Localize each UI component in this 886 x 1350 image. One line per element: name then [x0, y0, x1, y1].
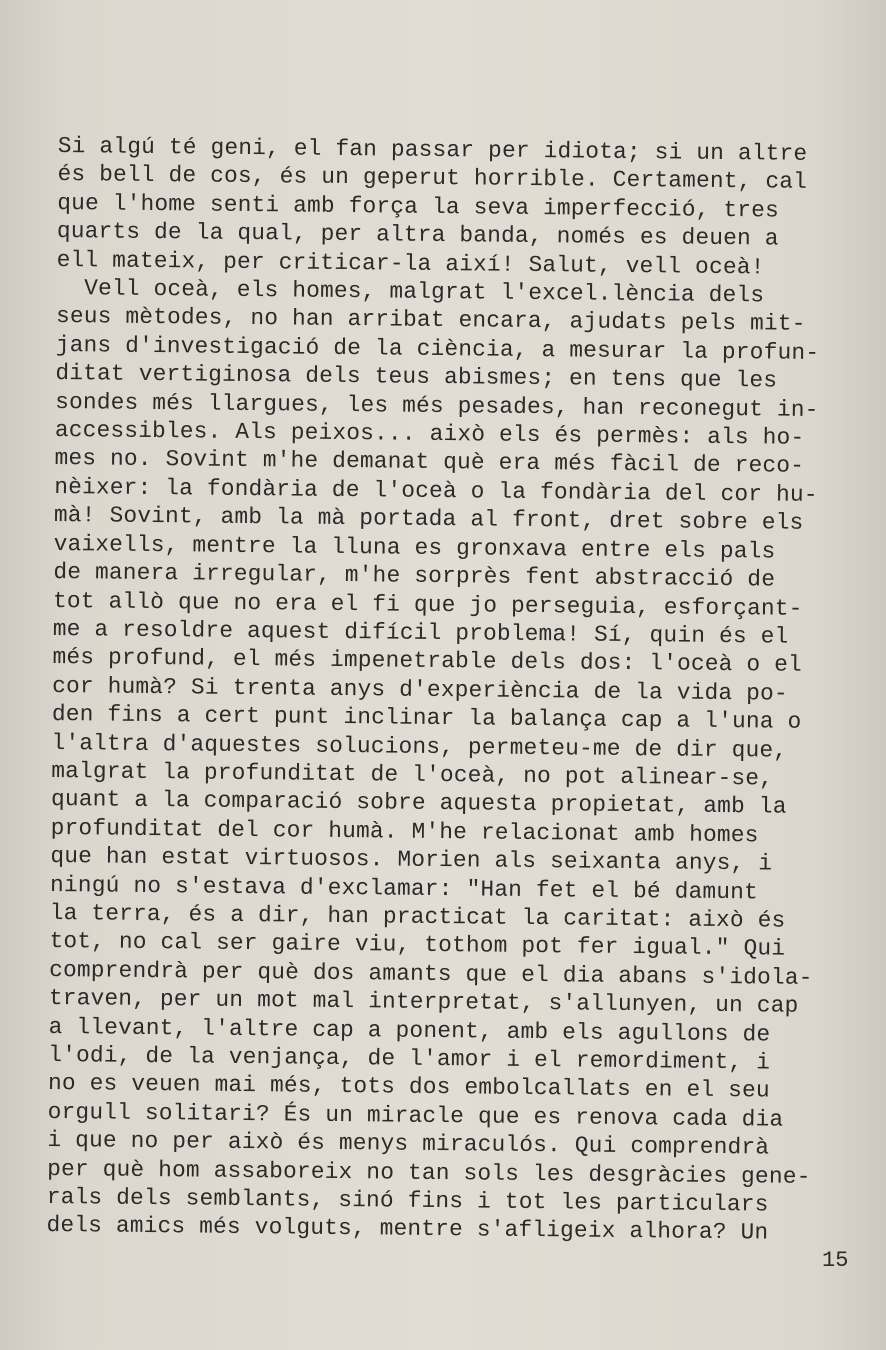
- text-line: rals dels semblants, sinó fins i tot les particulars: [46, 1183, 769, 1218]
- text-line: comprendrà per què dos amants que el dia abans s'idola-: [49, 956, 813, 991]
- text-line: vaixells, mentre la lluna es gronxava entre els pals: [53, 530, 776, 565]
- text-line: tot, no cal ser gaire viu, tothom pot fer igual." Qui: [49, 928, 786, 963]
- text-line: i que no per això és menys miraculós. Qui comprendrà: [47, 1127, 770, 1161]
- text-line: per què hom assaboreix no tan sols les desgràcies gene-: [47, 1155, 811, 1190]
- text-line: den fins a cert punt inclinar la balança cap a l'una o: [51, 701, 802, 735]
- text-line: nèixer: la fondària de l'oceà o la fondària del cor hu-: [54, 473, 818, 508]
- text-line: quant a la comparació sobre aquesta propietat, amb la: [50, 786, 787, 821]
- text-line: quarts de la qual, per altra banda, només es deuen a: [56, 218, 779, 252]
- text-line: profunditat del cor humà. M'he relacionat amb homes: [50, 814, 759, 849]
- text-line: Vell oceà, els homes, malgrat l'excel.lència dels: [56, 275, 765, 309]
- text-line: accessibles. Als peixos... això els és permès: als ho-: [54, 417, 805, 451]
- body-text: [46, 132, 858, 1248]
- text-line: cor humà? Si trenta anys d'experiència de la vida po-: [52, 672, 788, 707]
- text-line: mes no. Sovint m'he demanat què era més fàcil de reco-: [54, 445, 805, 480]
- text-line: orgull solitari? És un miracle que es renova cada dia: [47, 1098, 784, 1133]
- text-line: Si algú té geni, el fan passar per idiota; si un altre: [57, 132, 808, 167]
- text-line: més profund, el més impenetrable dels dos: l'oceà o el: [52, 644, 803, 679]
- text-line: ningú no s'estava d'exclamar: "Han fet el bé damunt: [49, 871, 759, 905]
- text-line: me a resoldre aquest difícil problema! Sí, quin és el: [52, 615, 789, 650]
- page-number: 15: [822, 1248, 849, 1273]
- text-line: la terra, és a dir, han practicat la caritat: això és: [49, 899, 786, 934]
- text-line: sondes més llargues, les més pesades, han reconegut in-: [55, 388, 819, 423]
- text-line: és bell de cos, és un geperut horrible. Certament, cal: [57, 161, 808, 196]
- text-line: ell mateix, per criticar-la així! Salut, vell oceà!: [56, 246, 765, 281]
- text-line: malgrat la profunditat de l'oceà, no pot alinear-se,: [51, 757, 774, 792]
- text-line: ditat vertiginosa dels teus abismes; en tens que les: [55, 360, 778, 394]
- text-line: que l'home senti amb força la seva imperfecció, tres: [57, 189, 780, 224]
- text-line: que han estat virtuosos. Morien als seixanta anys, i: [50, 843, 773, 877]
- text-line: dels amics més volguts, mentre s'afligeix alhora? Un: [46, 1212, 769, 1246]
- text-line: l'altra d'aquestes solucions, permeteu-me de dir que,: [51, 729, 788, 764]
- text-line: mà! Sovint, amb la mà portada al front, dret sobre els: [53, 502, 804, 537]
- text-line: de manera irregular, m'he sorprès fent abstracció de: [53, 559, 776, 593]
- text-line: traven, per un mot mal interpretat, s'allunyen, un cap: [48, 985, 799, 1019]
- text-line: no es veuen mai més, tots dos embolcallats en el seu: [47, 1070, 770, 1104]
- text-line: seus mètodes, no han arribat encara, ajudats pels mit-: [55, 303, 806, 338]
- text-line: l'odi, de la venjança, de l'amor i el remordiment, i: [48, 1041, 771, 1076]
- text-line: jans d'investigació de la ciència, a mesurar la profun-: [55, 331, 820, 366]
- text-line: tot allò que no era el fi que jo perseguia, esforçant-: [52, 587, 803, 622]
- text-line: a llevant, l'altre cap a ponent, amb els agullons de: [48, 1013, 771, 1048]
